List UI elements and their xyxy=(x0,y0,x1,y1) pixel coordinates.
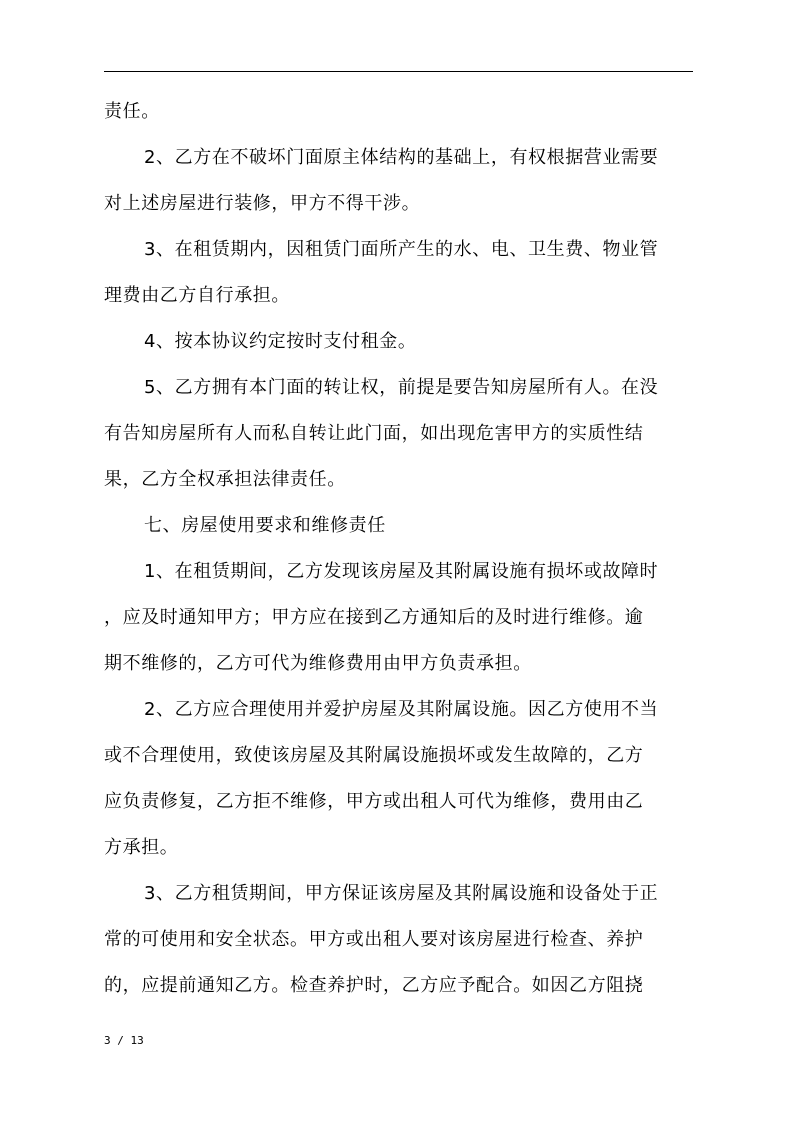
text-line: 5、乙方拥有本门面的转让权，前提是要告知房屋所有人。在没 xyxy=(144,377,659,398)
text-line: 对上述房屋进行装修，甲方不得干涉。 xyxy=(104,193,421,214)
text-line: 4、按本协议约定按时支付租金。 xyxy=(144,331,417,352)
text-line: 3、在租赁期内，因租赁门面所产生的水、电、卫生费、物业管 xyxy=(144,239,659,260)
text-line: 责任。 xyxy=(104,101,160,122)
text-line: 2、乙方应合理使用并爱护房屋及其附属设施。因乙方使用不当 xyxy=(144,699,659,720)
text-line: 或不合理使用，致使该房屋及其附属设施损坏或发生故障的，乙方 xyxy=(104,745,644,766)
text-line: 2、乙方在不破坏门面原主体结构的基础上，有权根据营业需要 xyxy=(144,147,659,168)
section-heading: 七、房屋使用要求和维修责任 xyxy=(144,515,386,536)
text-line: 有告知房屋所有人而私自转让此门面，如出现危害甲方的实质性结 xyxy=(104,423,644,444)
text-line: 常的可使用和安全状态。甲方或出租人要对该房屋进行检查、养护 xyxy=(104,929,644,950)
header-rule xyxy=(104,71,693,72)
text-line: 方承担。 xyxy=(104,837,179,858)
page-number: 3 / 13 xyxy=(104,1034,144,1047)
text-line: 理费由乙方自行承担。 xyxy=(104,285,290,306)
text-line: 3、乙方租赁期间，甲方保证该房屋及其附属设施和设备处于正 xyxy=(144,883,659,904)
text-line: 的，应提前通知乙方。检查养护时，乙方应予配合。如因乙方阻挠 xyxy=(104,975,644,996)
text-line: ，应及时通知甲方；甲方应在接到乙方通知后的及时进行维修。逾 xyxy=(104,607,644,628)
text-line: 1、在租赁期间，乙方发现该房屋及其附属设施有损坏或故障时 xyxy=(144,561,659,582)
text-line: 期不维修的，乙方可代为维修费用由甲方负责承担。 xyxy=(104,653,532,674)
text-line: 应负责修复，乙方拒不维修，甲方或出租人可代为维修，费用由乙 xyxy=(104,791,644,812)
text-line: 果，乙方全权承担法律责任。 xyxy=(104,469,346,490)
